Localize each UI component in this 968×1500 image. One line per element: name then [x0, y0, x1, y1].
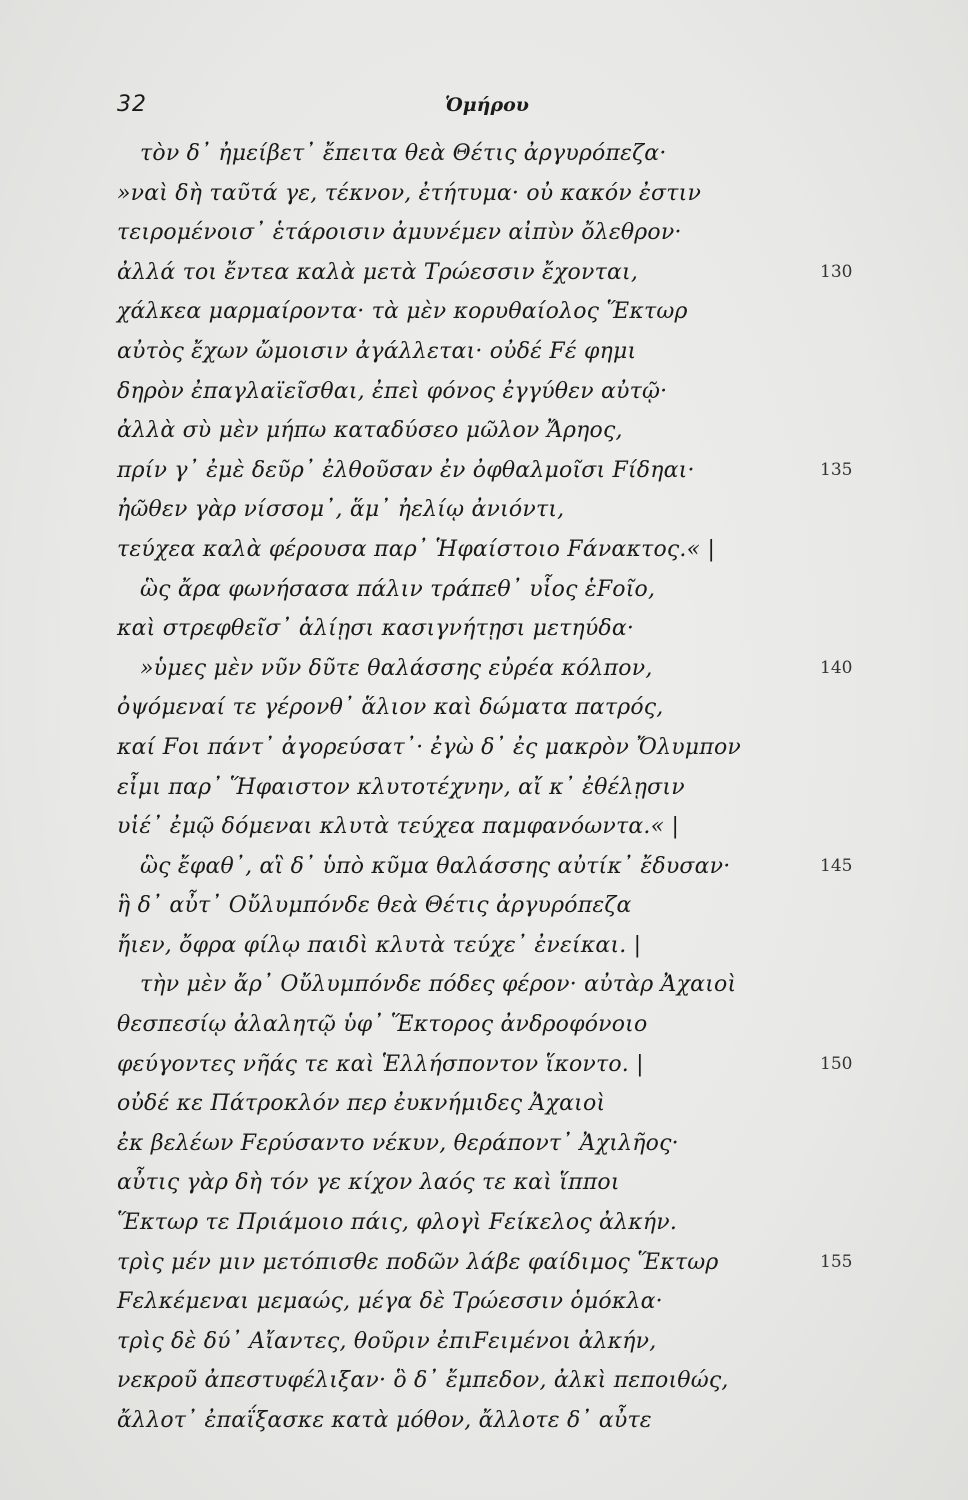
- verse-text: τὴν μὲν ἄρ᾽ Οὔλυμπόνδε πόδες φέρον· αὐτὰρ Ἀχαιοὶ: [140, 972, 737, 998]
- verse-line: [0, 134, 968, 174]
- verse-text: οὐδέ κε Πάτροκλόν περ ἐυκνήμιδες Ἀχαιοὶ: [117, 1091, 606, 1117]
- verse-text: ὀψόμεναί τε γέρονθ᾽ ἅλιον καὶ δώματα πατρός,: [117, 695, 664, 721]
- verse-line: [0, 1361, 968, 1401]
- line-number: 145: [820, 855, 853, 876]
- verse-line: [0, 451, 968, 491]
- verse-text: δηρὸν ἐπαγλαϊεῖσθαι, ἐπεὶ φόνος ἐγγύθεν αὐτῷ·: [117, 378, 668, 404]
- page-number: 32: [117, 92, 147, 117]
- verse-line: [0, 1045, 968, 1085]
- verse-line: [0, 1203, 968, 1243]
- verse-line: [0, 926, 968, 966]
- line-number: 150: [820, 1053, 853, 1074]
- verse-text: ἄλλοτ᾽ ἐπαΐξασκε κατὰ μόθον, ἄλλοτε δ᾽ αὖτε: [117, 1408, 652, 1433]
- verse-line: [0, 1124, 968, 1164]
- verse-line: [0, 807, 968, 847]
- verse-text: θεσπεσίῳ ἀλαλητῷ ὑφ᾽ Ἕκτορος ἀνδροφόνοιο: [117, 1012, 648, 1038]
- verse-line: [0, 213, 968, 253]
- verse-line: [0, 253, 968, 293]
- verse-text: »ναὶ δὴ ταῦτά γε, τέκνον, ἐτήτυμα· οὐ κακόν ἐστιν: [117, 180, 702, 206]
- verse-line: [0, 1163, 968, 1203]
- verse-line: [0, 530, 968, 570]
- verse-line: [0, 965, 968, 1005]
- verse-line: [0, 688, 968, 728]
- verse-text: ἣ δ᾽ αὖτ᾽ Οὔλυμπόνδε θεὰ Θέτις ἀργυρόπεζα: [117, 893, 632, 919]
- verse-line: [0, 411, 968, 451]
- verse-text: ἤιεν, ὄφρα φίλῳ παιδὶ κλυτὰ τεύχε᾽ ἐνείκαι. |: [117, 932, 642, 958]
- verse-text: Ἕκτωρ τε Πριάμοιο πάις, φλογὶ Fείκελος ἀλκήν.: [117, 1210, 678, 1236]
- verse-text: ἠῶθεν γὰρ νίσσομ᾽, ἅμ᾽ ἠελίῳ ἀνιόντι,: [117, 497, 565, 523]
- verse-line: [0, 886, 968, 926]
- verse-line: [0, 174, 968, 214]
- verse-text: καί Fοι πάντ᾽ ἀγορεύσατ᾽· ἐγὼ δ᾽ ἐς μακρὸν Ὄλυμπον: [117, 734, 741, 760]
- poem-text: [0, 134, 968, 1441]
- verse-line: [0, 1243, 968, 1283]
- verse-line: [0, 1322, 968, 1362]
- line-number: 135: [820, 459, 853, 480]
- verse-line: [0, 372, 968, 412]
- verse-text: χάλκεα μαρμαίροντα· τὰ μὲν κορυθαίολος Ἕκτωρ: [117, 299, 688, 325]
- running-title: Ὁμήρου: [445, 94, 529, 116]
- verse-text: ὣς ἔφαθ᾽, αἳ δ᾽ ὑπὸ κῦμα θαλάσσης αὐτίκ᾽ ἔδυσαν·: [140, 853, 731, 879]
- verse-line: [0, 728, 968, 768]
- verse-line: [0, 1084, 968, 1124]
- verse-text: τρὶς δὲ δύ᾽ Αἴαντες, θοῦριν ἐπιFειμένοι ἀλκήν,: [117, 1328, 657, 1354]
- verse-text: νεκροῦ ἀπεστυφέλιξαν· ὃ δ᾽ ἔμπεδον, ἀλκὶ πεποιθώς,: [117, 1368, 729, 1394]
- verse-text: καὶ στρεφθεῖσ᾽ ἁλίῃσι κασιγνήτῃσι μετηύδα·: [117, 616, 635, 642]
- verse-text: φεύγοντες νῆάς τε καὶ Ἑλλήσποντον ἵκοντο. |: [117, 1051, 644, 1077]
- line-number: 155: [820, 1251, 853, 1272]
- verse-text: πρίν γ᾽ ἐμὲ δεῦρ᾽ ἐλθοῦσαν ἐν ὀφθαλμοῖσι Fίδηαι·: [117, 457, 695, 483]
- verse-line: [0, 332, 968, 372]
- verse-line: [0, 570, 968, 610]
- verse-text: αὐτὸς ἔχων ὤμοισιν ἀγάλλεται· οὐδέ Fέ φημι: [117, 338, 637, 364]
- verse-line: [0, 1401, 968, 1441]
- verse-text: αὖτις γὰρ δὴ τόν γε κίχον λαός τε καὶ ἵπποι: [117, 1170, 620, 1196]
- verse-line: [0, 649, 968, 689]
- verse-text: Fελκέμεναι μεμαώς, μέγα δὲ Τρώεσσιν ὁμόκλα·: [117, 1289, 663, 1315]
- line-number: 140: [820, 657, 853, 678]
- verse-text: υἱέ᾽ ἐμῷ δόμεναι κλυτὰ τεύχεα παμφανόωντα.« |: [117, 814, 680, 840]
- verse-line: [0, 1282, 968, 1322]
- verse-text: ὣς ἄρα φωνήσασα πάλιν τράπεθ᾽ υἷος ἑFοῖο,: [140, 576, 656, 602]
- verse-text: τειρομένοισ᾽ ἑτάροισιν ἀμυνέμεν αἰπὺν ὄλεθρον·: [117, 220, 682, 246]
- verse-text: τὸν δ᾽ ἠμείβετ᾽ ἔπειτα θεὰ Θέτις ἀργυρόπεζα·: [140, 141, 667, 166]
- verse-line: [0, 292, 968, 332]
- verse-text: ἀλλὰ σὺ μὲν μήπω καταδύσεο μῶλον Ἄρηος,: [117, 418, 623, 444]
- verse-text: εἶμι παρ᾽ Ἥφαιστον κλυτοτέχνην, αἴ κ᾽ ἐθέλῃσιν: [117, 774, 685, 800]
- page-header: [0, 92, 968, 132]
- line-number: 130: [820, 261, 853, 282]
- verse-text: ἐκ βελέων Fερύσαντο νέκυν, θεράποντ᾽ Ἀχιλῆος·: [117, 1130, 679, 1156]
- verse-text: ἀλλά τοι ἔντεα καλὰ μετὰ Τρώεσσιν ἔχονται,: [117, 259, 639, 285]
- verse-line: [0, 609, 968, 649]
- verse-line: [0, 768, 968, 808]
- verse-text: »ὑμες μὲν νῦν δῦτε θαλάσσης εὐρέα κόλπον,: [140, 655, 653, 681]
- verse-line: [0, 490, 968, 530]
- verse-line: [0, 847, 968, 887]
- verse-text: τρὶς μέν μιν μετόπισθε ποδῶν λάβε φαίδιμος Ἕκτωρ: [117, 1249, 719, 1275]
- verse-line: [0, 1005, 968, 1045]
- verse-text: τεύχεα καλὰ φέρουσα παρ᾽ Ἡφαίστοιο Fάνακτος.« |: [117, 536, 716, 562]
